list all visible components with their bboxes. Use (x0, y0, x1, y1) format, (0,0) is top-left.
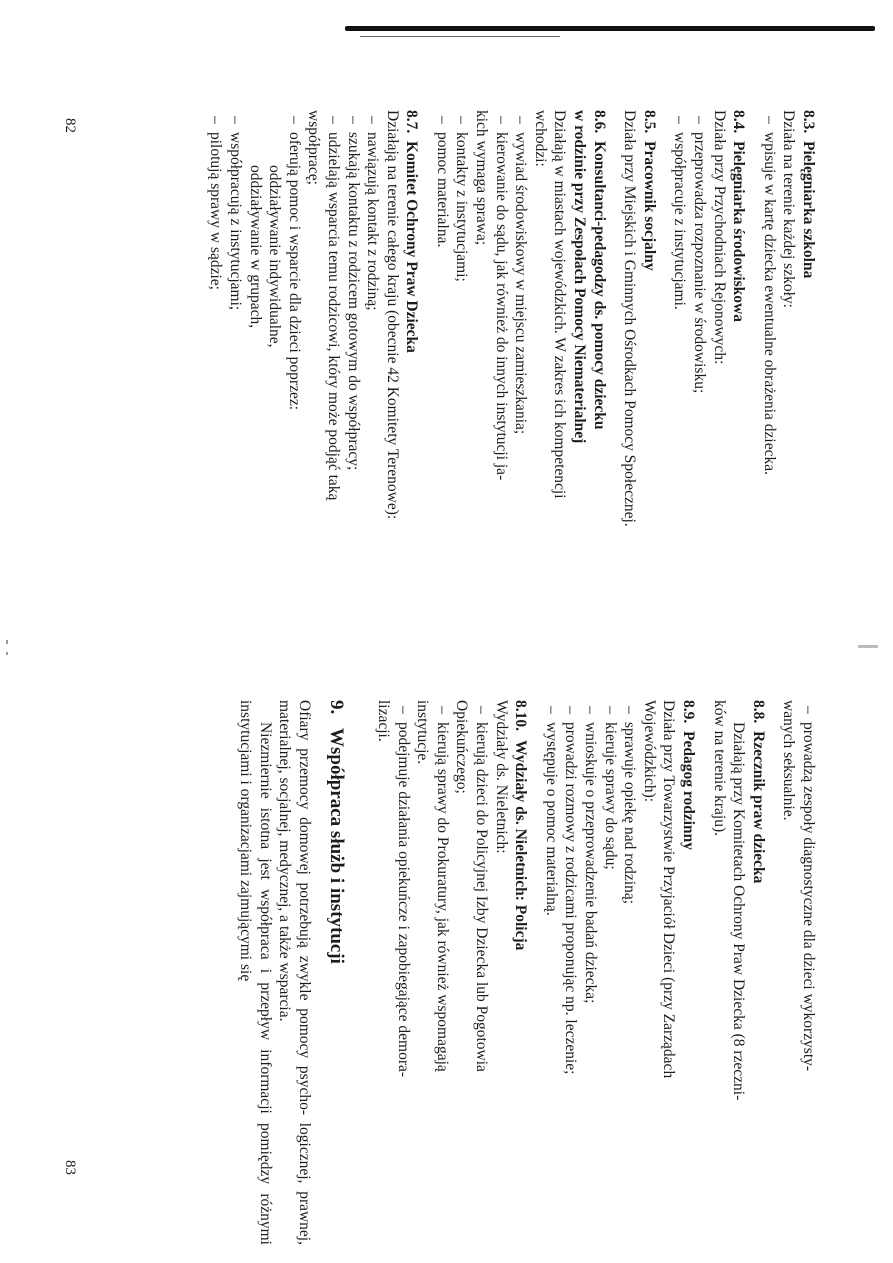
section-8-10 (374, 700, 531, 1245)
section-heading-cont: w rodzinie przy Zespołach Pomocy Niematerialnej (571, 110, 589, 444)
list-item: – nawiązują kontakt z rodziną; (363, 110, 383, 655)
section-text: Działają w miastach wojewódzkich. W zakres ich kompetencji (551, 110, 569, 499)
section-heading: 8.10.Wydziały ds. Nieletnich: Policja (512, 700, 530, 951)
list-item: – udzielają wsparcia temu rodzicowi, który może podjąć taką (323, 110, 343, 655)
section-text: Wydziały ds. Nieletnich: (492, 700, 510, 854)
list-item: – współpracują z instytucjami; (225, 110, 245, 655)
list-item-cont: instytucje. (414, 700, 432, 765)
section-text: Wojewódzkich): (640, 700, 658, 803)
section-heading: 8.3.Pielęgniarka szkolna (800, 110, 817, 279)
bullet-list (779, 700, 818, 1245)
section-heading: 8.7.Komitet Ochrony Praw Dziecka (403, 110, 421, 353)
page-number: 83 (62, 1160, 78, 1175)
section-8-5 (620, 110, 659, 655)
list-item: – wnioskuje o przeprowadzenie badań dziecka; (580, 700, 600, 1245)
list-item: – kontakty z instytucjami; (452, 110, 472, 655)
body-paragraph: Ofiary przemocy domowej potrzebują zwykle pomocy psycho- logicznej, prawnej, materialnej, socjalnej, medycznej, a także wsparcia. (276, 700, 313, 1245)
list-item-cont: kich wymaga sprawa; (473, 110, 491, 246)
list-item: – szukają kontaktu z rodzicem gotowym do współpracy; (343, 110, 363, 655)
section-8-7 (206, 110, 422, 655)
section-heading: 8.4.Pielęgniarka środowiskowa (730, 110, 748, 322)
list-item: – pilotują sprawy w sądzie; (206, 110, 226, 655)
section-text: Działają na terenie całego kraju (obecnie 42 Komitety Terenowe): (383, 110, 401, 520)
section-heading: 8.9.Pedagog rodzinny (680, 700, 698, 850)
section-8-6 (432, 110, 608, 655)
page-83 (236, 700, 818, 1245)
list-item: – wywiad środowiskowy w miejscu zamieszkania; (511, 110, 531, 655)
list-item: – podejmuje działania opiekuńcze i zapobiegające demora- (393, 700, 413, 1245)
list-item: – kieruje sprawy do sądu; (600, 700, 620, 1245)
continued-list (779, 700, 818, 1245)
list-item: – prowadzą zespoły diagnostyczne dla dzieci wykorzysty- (798, 700, 818, 1245)
section-text: wchodzi: (531, 110, 549, 167)
list-item: – pomoc materialna. (432, 110, 452, 655)
bullet-list (374, 700, 492, 1245)
section-heading: 8.8.Rzecznik praw dziecka (749, 700, 767, 884)
list-item: – występuje o pomoc materialną. (541, 700, 561, 1245)
page-number: 82 (62, 118, 78, 133)
list-item: – kierują sprawy do Prokuratury, jak również wspomagają (432, 700, 452, 1245)
list-item: – sprawuje opiekę nad rodziną; (620, 700, 640, 1245)
bullet-list (759, 110, 779, 655)
list-item-cont: lizacji. (375, 700, 393, 742)
list-item: – oferują pomoc i wsparcie dla dzieci poprzez: (284, 110, 304, 655)
sub-list-item: oddziaływanie indywidualne, (266, 165, 284, 348)
bullet-list (541, 700, 639, 1245)
section-text: Działa na terenie każdej szkoły: (780, 110, 798, 308)
list-item-cont: wanych seksualnie. (780, 700, 798, 821)
section-text: Działa przy Towarzystwie Przyjaciół Dzieci (przy Zarządach (660, 700, 678, 1079)
section-8-8 (709, 700, 768, 1245)
list-item: – przeprowadza rozpoznanie w środowisku; (689, 110, 709, 655)
bullet-list (284, 110, 382, 655)
sub-list-item: oddziaływanie w grupach, (246, 165, 264, 329)
list-item: – wpisuje w kartę dziecka ewentualne obrażenia dziecka. (759, 110, 779, 655)
section-text: ków na terenie kraju). (710, 700, 728, 836)
section-heading: 8.5.Pracownik socjalny (640, 110, 658, 271)
sub-list (245, 110, 284, 655)
section-text: Działają przy Komitetach Ochrony Praw Dziecka (8 rzeczni- (730, 722, 748, 1101)
section-8-4 (670, 110, 748, 655)
chapter-heading: 9.Współpraca służb i instytucji (325, 700, 347, 964)
section-text: Działa przy Miejskich i Gminnych Ośrodkach Pomocy Społecznej. (621, 110, 639, 527)
list-item: – kierują dzieci do Policyjnej Izby Dziecka lub Pogotowia (472, 700, 492, 1245)
list-item-cont: współpracę; (305, 110, 323, 185)
list-item: – prowadzi rozmowy z rodzicami proponując np. leczenie; (561, 700, 581, 1245)
list-item: – kierowanie do sądu, jak również do innych instytucji ja- (491, 110, 511, 655)
section-8-3 (759, 110, 818, 655)
section-heading: 8.6.Konsultanci-pedagodzy ds. pomocy dziecku (590, 110, 608, 430)
list-item-cont: Opiekuńczego; (453, 700, 471, 794)
list-item: – współpracuje z instytucjami. (670, 110, 690, 655)
page-82 (195, 110, 818, 655)
bullet-list (206, 110, 245, 655)
section-text: Działa przy Przychodniach Rejonowych: (710, 110, 728, 365)
section-8-9 (541, 700, 698, 1245)
bullet-list (432, 110, 530, 655)
bullet-list (670, 110, 709, 655)
body-paragraph: Niezmiernie istotna jest współpraca i przepływ informacji pomiędzy różnymi instytucjami i organizacjami zajmującymi się (237, 700, 274, 1245)
